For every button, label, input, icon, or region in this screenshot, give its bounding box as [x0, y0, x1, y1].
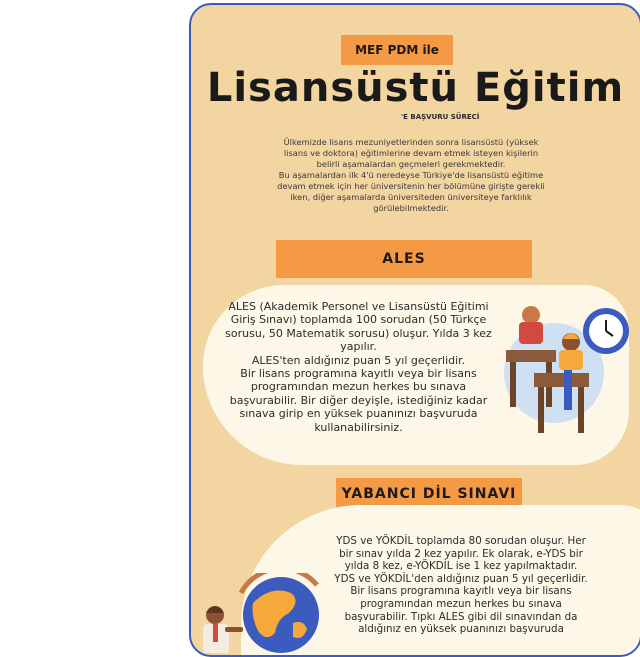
students-desk-illustration [496, 305, 636, 437]
page-title: Lisansüstü Eğitim [206, 65, 625, 111]
intro-paragraph: Ülkemizde lisans mezuniyetlerinden sonra lisansüstü (yüksek lisans ve doktora) eğitimlerine devam etmek isteyen kişilerin belirli aşamalardan geçmeleri gerekmektedir. Bu aşamalardan ilk 4'ü neredeyse Türkiye'de lisansüstü eğitime devam etmek için her üniversitenin her bölümüne girişte gerekli iken, diğer aşamalarda üniversiteden üniversiteye farklılık görülebilmektedir. [277, 137, 545, 213]
top-label: MEF PDM ile [341, 35, 453, 65]
ales-text: ALES (Akademik Personel ve Lisansüstü Eğitimi Giriş Sınavı) toplamda 100 sorudan (50 Türkçe sorusu, 50 Matematik sorusu) oluşur. Yılda 3 kez yapılır. ALES'ten aldığınız puan 5 yıl geçerlidir. Bir lisans programına kayıtlı veya bir lisans programından mezun herkes bu sınava başvurabilir. Bir diğer deyişle, istediğiniz kadar sınava girip en yüksek puanınızı başvuruda kullanabilirsiniz. [225, 300, 492, 434]
subtitle: 'E BAŞVURU SÜRECİ [401, 113, 480, 121]
poster [189, 3, 640, 657]
globe-illustration [193, 573, 333, 653]
yabanci-dil-heading: YABANCI DİL SINAVI [336, 478, 522, 510]
student-illustration [203, 606, 243, 653]
yabanci-dil-text: YDS ve YÖKDİL toplamda 80 sorudan oluşur. Her bir sınav yılda 2 kez yapılır. Ek olarak, e-YDS bir yılda 8 kez, e-YÖKDİL ise 1 kez yapılmaktadır. YDS ve YÖKDİL'den aldığınız puan 5 yıl geçerlidir. Bir lisans programına kayıtlı veya bir lisans programından mezun herkes bu sınava başvurabilir. Tıpkı ALES gibi dil sınavından da aldığınız en yüksek puanınızı başvuruda [334, 535, 588, 636]
ales-heading: ALES [276, 240, 532, 278]
